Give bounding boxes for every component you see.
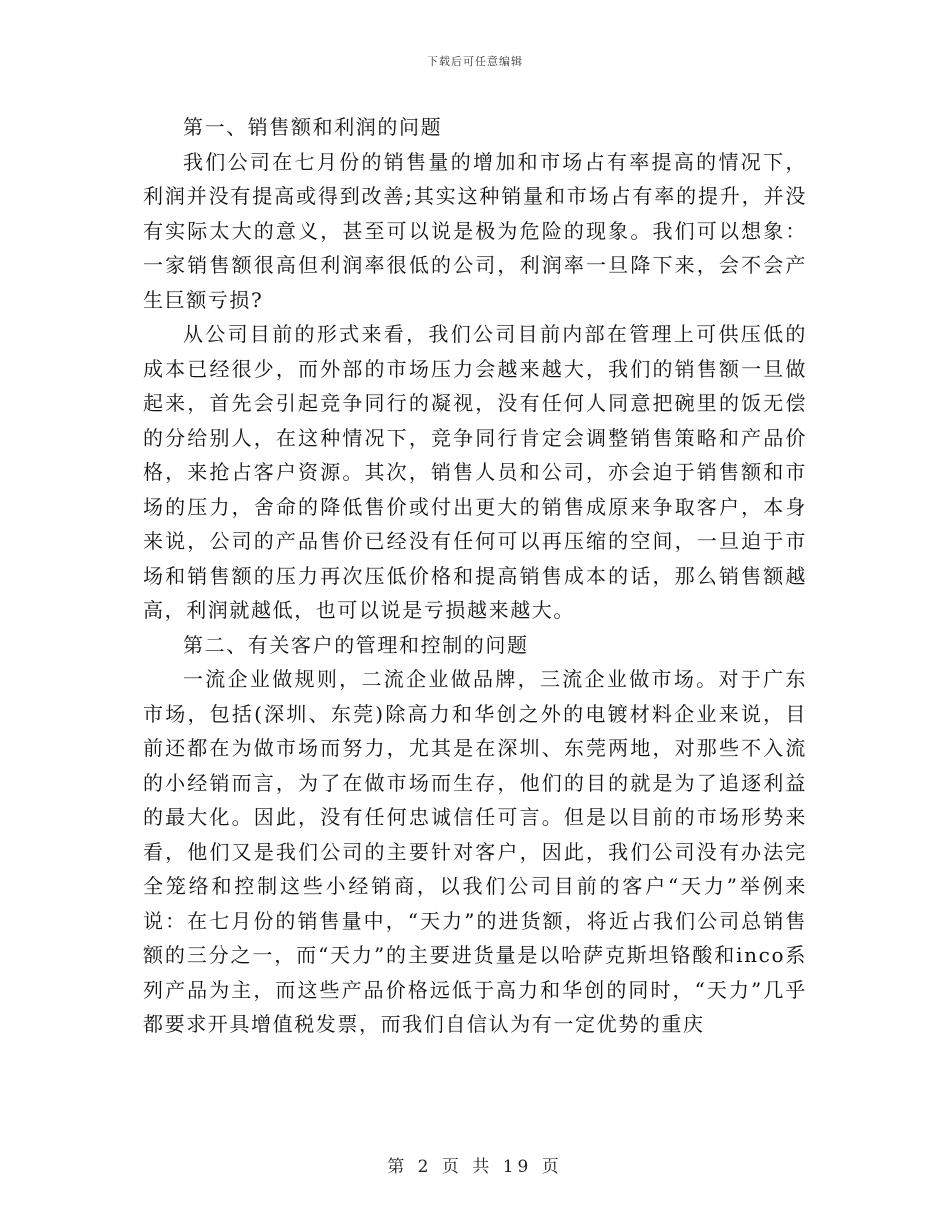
paragraph: 我们公司在七月份的销售量的增加和市场占有率提高的情况下，利润并没有提高或得到改善;其实这种销量和市场占有率的提升，并没有实际太大的意义，甚至可以说是极为危险的现象。我们可以想象：一家销售额很高但利润率很低的公司，利润率一旦降下来，会不会产生巨额亏损? xyxy=(143,149,807,312)
paragraph: 从公司目前的形式来看，我们公司目前内部在管理上可供压低的成本已经很少，而外部的市场压力会越来越大，我们的销售额一旦做起来，首先会引起竞争同行的凝视，没有任何人同意把碗里的饭无偿的分给别人，在这种情况下，竞争同行肯定会调整销售策略和产品价格，来抢占客户资源。其次，销售人员和公司，亦会迫于销售额和市场的压力，舍命的降低售价或付出更大的销售成原来争取客户，本身来说，公司的产品售价已经没有任何可以再压缩的空间，一旦迫于市场和销售额的压力再次压低价格和提高销售成本的话，那么销售额越高，利润就越低，也可以说是亏损越来越大。 xyxy=(143,322,807,622)
page-number-footer: 第 2 页 共 19 页 xyxy=(387,1157,563,1177)
heading-section-1: 第一、销售额和利润的问题 xyxy=(183,115,443,139)
header-note: 下载后可任意编辑 xyxy=(427,55,523,68)
paragraph: 一流企业做规则，二流企业做品牌，三流企业做市场。对于广东市场，包括(深圳、东莞)除高力和华创之外的电镀材料企业来说，目前还都在为做市场而努力，尤其是在深圳、东莞两地，对那些不入流的小经销而言，为了在做市场而生存，他们的目的就是为了追逐利益的最大化。因此，没有任何忠诚信任可言。但是以目前的市场形势来看，他们又是我们公司的主要针对客户，因此，我们公司没有办法完全笼络和控制这些小经销商，以我们公司目前的客户“天力”举例来说：在七月份的销售量中，“天力”的进货额，将近占我们公司总销售额的三分之一，而“天力”的主要进货量是以哈萨克斯坦铬酸和inco系列产品为主，而这些产品价格远低于高力和华创的同时，“天力”几乎都要求开具增值税发票，而我们自信认为有一定优势的重庆 xyxy=(143,667,807,1036)
document-body xyxy=(143,110,807,1042)
heading-section-2: 第二、有关客户的管理和控制的问题 xyxy=(183,632,529,657)
